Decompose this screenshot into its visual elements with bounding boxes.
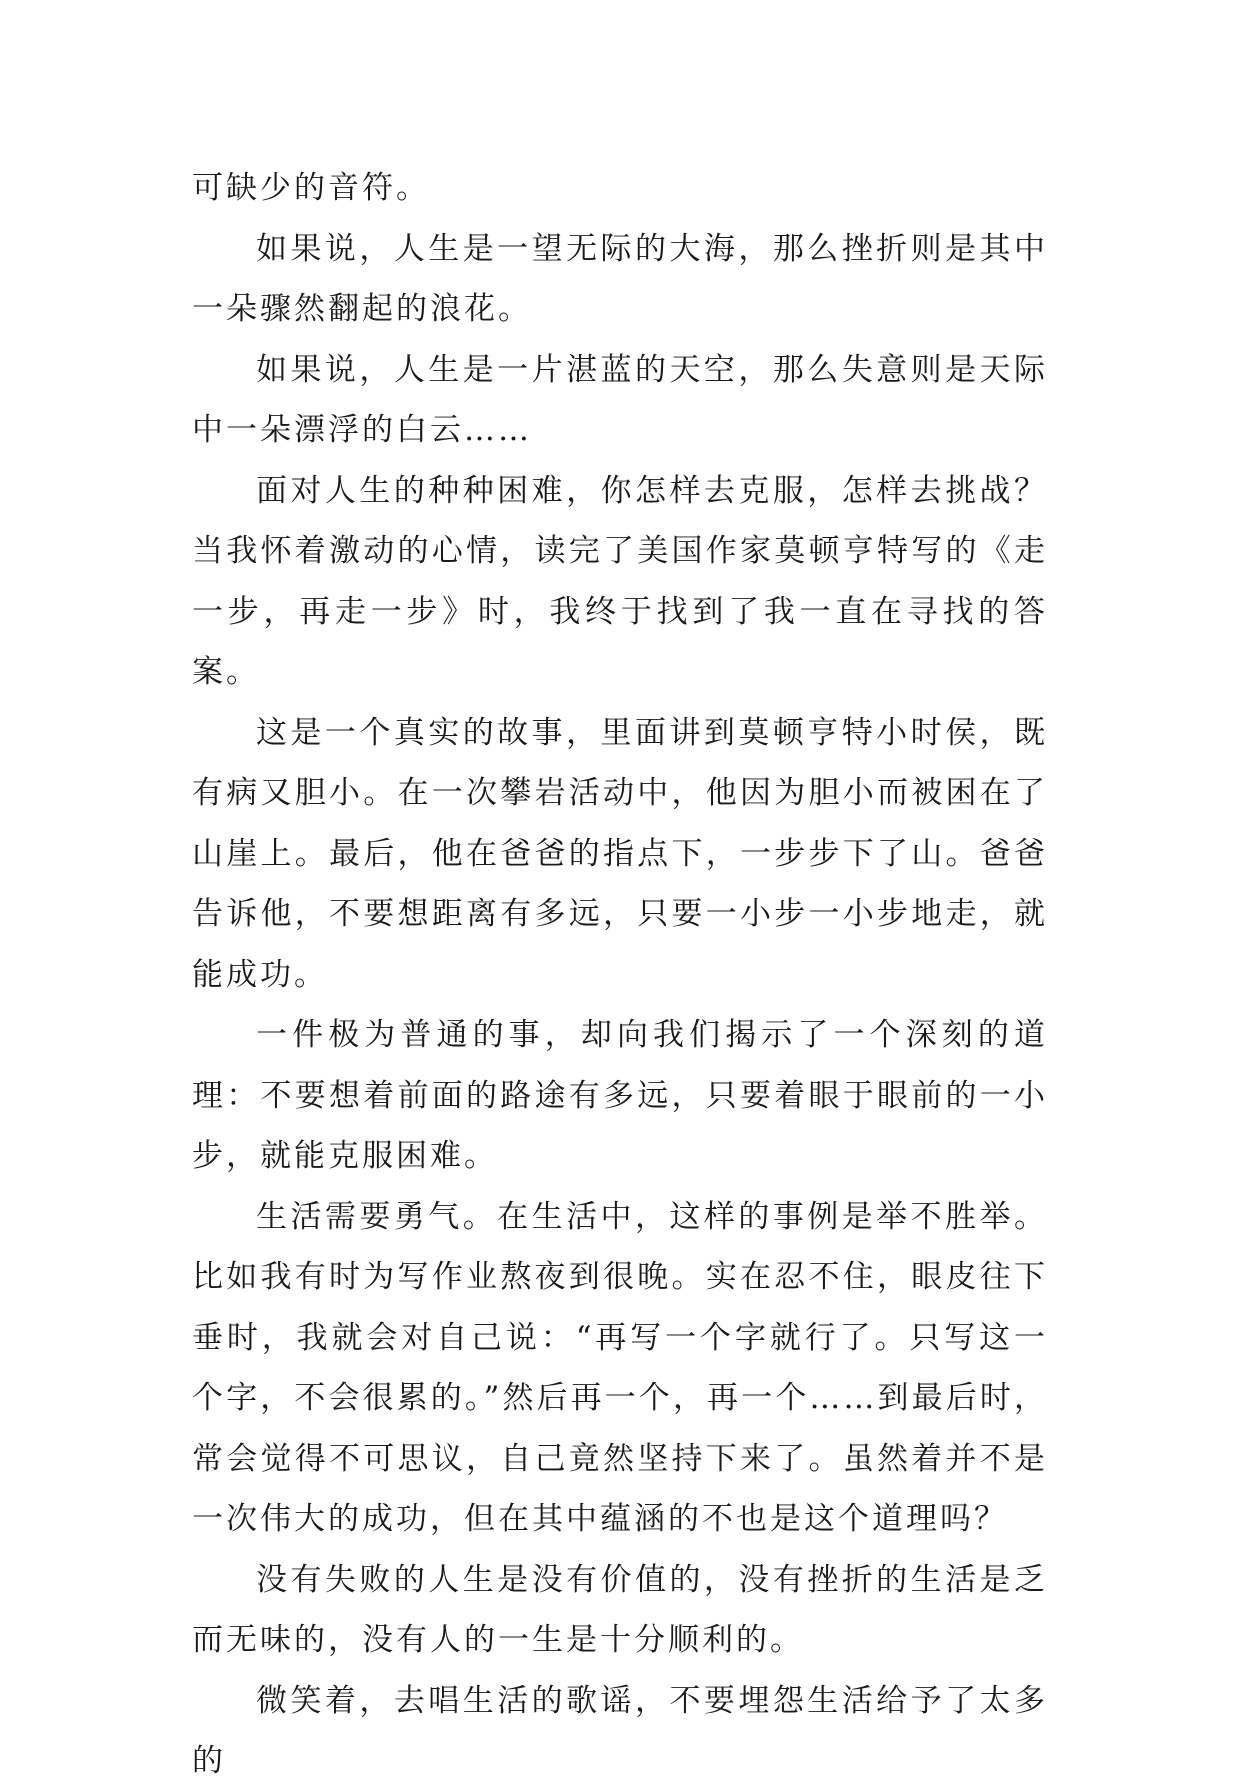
paragraph: 一件极为普通的事，却向我们揭示了一个深刻的道理：不要想着前面的路途有多远，只要着眼于眼前的一小步，就能克服困难。 — [192, 1017, 1048, 1174]
paragraph: 微笑着，去唱生活的歌谣，不要埋怨生活给予了太多的 — [192, 1682, 1048, 1779]
paragraph: 如果说，人生是一片湛蓝的天空，那么失意则是天际中一朵漂浮的白云…… — [192, 351, 1048, 448]
paragraph: 面对人生的种种困难，你怎样去克服，怎样去挑战？当我怀着激动的心情，读完了美国作家莫顿亨特写的《走一步，再走一步》时，我终于找到了我一直在寻找的答案。 — [192, 472, 1048, 690]
paragraph: 没有失败的人生是没有价值的，没有挫折的生活是乏而无味的，没有人的一生是十分顺利的。 — [192, 1561, 1048, 1658]
paragraph: 生活需要勇气。在生活中，这样的事例是举不胜举。比如我有时为写作业熬夜到很晚。实在忍不住，眼皮往下垂时，我就会对自己说：“再写一个字就行了。只写这一个字，不会很累的。”然后再一个，再一个……到最后时，常会觉得不可思议，自己竟然坚持下来了。虽然着并不是一次伟大的成功，但在其中蕴涵的不也是这个道理吗？ — [192, 1198, 1048, 1537]
paragraph-continuation: 可缺少的音符。 — [192, 170, 430, 206]
paragraph: 如果说，人生是一望无际的大海，那么挫折则是其中一朵骤然翻起的浪花。 — [192, 230, 1048, 327]
document-body — [192, 158, 1048, 1792]
paragraph: 这是一个真实的故事，里面讲到莫顿亨特小时侯，既有病又胆小。在一次攀岩活动中，他因为胆小而被困在了山崖上。最后，他在爸爸的指点下，一步步下了山。爸爸告诉他，不要想距离有多远，只要一小步一小步地走，就能成功。 — [192, 714, 1048, 993]
